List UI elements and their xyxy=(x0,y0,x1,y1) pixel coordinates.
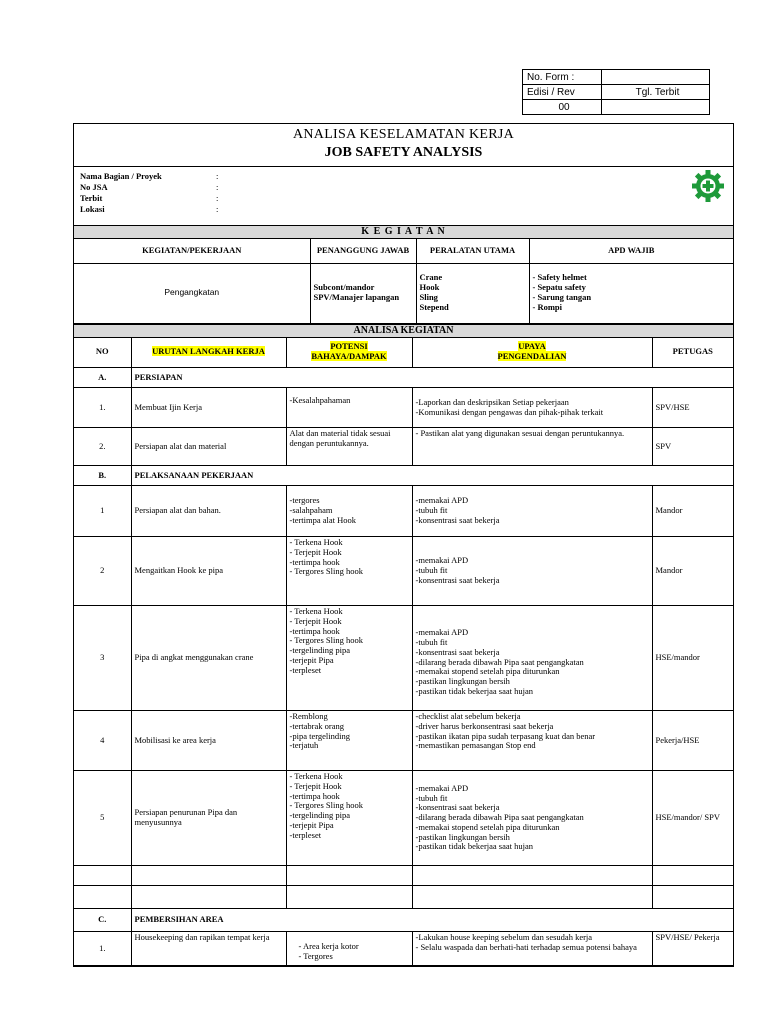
form-tgl-label: Tgl. Terbit xyxy=(602,85,710,100)
kegiatan-bar: K E G I A T A N xyxy=(74,226,733,239)
table-row: 1. Housekeeping dan rapikan tempat kerja - Area kerja kotor - Tergores -Lakukan house keeping sebelum dan sesudah kerja - Selalu waspada dan berhati-hati terhadap semua potensi bahaya SPV/HSE/ Pekerja xyxy=(74,932,733,966)
penanggung-header: PENANGGUNG JAWAB xyxy=(310,239,416,263)
info-row: No JSA : xyxy=(80,182,219,192)
section-no: B. xyxy=(74,466,131,486)
form-tgl-value xyxy=(602,100,710,115)
info-block xyxy=(74,167,733,226)
info-label: Lokasi xyxy=(80,204,105,214)
form-no-label: No. Form : xyxy=(523,70,602,85)
analisa-bar: ANALISA KEGIATAN xyxy=(74,324,733,338)
table-row: 4 Mobilisasi ke area kerja -Remblong -tertabrak orang -pipa tergelinding -terjatuh -checklist alat sebelum bekerja -driver harus berkonsentrasi saat bekerja -pastikan ikatan pipa sudah terpasang kuat dan benar -memastikan pemasangan Stop end Pekerja/HSE xyxy=(74,711,733,771)
info-row: Terbit : xyxy=(80,193,219,203)
form-no-value xyxy=(602,70,710,85)
k3-safety-gear-icon xyxy=(691,169,725,203)
info-row: Nama Bagian / Proyek : xyxy=(80,171,219,181)
urutan-header: URUTAN LANGKAH KERJA xyxy=(131,338,286,368)
document-header xyxy=(74,124,733,167)
section-no: A. xyxy=(74,368,131,388)
info-label: Terbit xyxy=(80,193,103,203)
info-label: Nama Bagian / Proyek xyxy=(80,171,162,181)
penanggung-value: Subcont/mandor SPV/Manajer lapangan xyxy=(310,263,416,323)
potensi-header: POTENSI BAHAYA/DAMPAK xyxy=(286,338,412,368)
form-number-box xyxy=(522,69,710,115)
apd-value: - Safety helmet - Sepatu safety - Sarung tangan - Rompi xyxy=(529,263,733,323)
table-row: 5 Persiapan penurunan Pipa dan menyusunnya - Terkena Hook - Terjepit Hook -tertimpa hook - Tergores Sling hook -tergelinding pipa -terjepit Pipa -terpleset -memakai APD -tubuh fit -konsentrasi saat bekerja -dilarang berada dibawah Pipa saat pengangkatan -memakai stopend setelah pipa diturunkan -pastikan lingkungan bersih -pastikan tidak bekerjaa saat hujan HSE/mandor/ SPV xyxy=(74,771,733,866)
petugas-header: PETUGAS xyxy=(652,338,733,368)
jsa-document xyxy=(73,123,734,967)
title-indonesian: ANALISA KESELAMATAN KERJA xyxy=(292,127,515,142)
table-row: 1 Persiapan alat dan bahan. -tergores -salahpaham -tertimpa alat Hook -memakai APD -tubuh fit -konsentrasi saat bekerja Mandor xyxy=(74,486,733,537)
table-row: 2. Persiapan alat dan material Alat dan material tidak sesuai dengan peruntukannya. - Pastikan alat yang digunakan sesuai dengan peruntukannya. SPV xyxy=(74,428,733,466)
section-title: PELAKSANAAN PEKERJAAN xyxy=(131,466,733,486)
analisa-table xyxy=(74,338,733,967)
table-row: 3 Pipa di angkat menggunakan crane - Terkena Hook - Terjepit Hook -tertimpa hook - Tergores Sling hook -tergelinding pipa -terjepit Pipa -terpleset -memakai APD -tubuh fit -konsentrasi saat bekerja -dilarang berada dibawah Pipa saat pengangkatan -memakai stopend setelah pipa diturunkan -pastikan lingkungan bersih -pastikan tidak bekerjaa saat hujan HSE/mandor xyxy=(74,606,733,711)
section-title: PEMBERSIHAN AREA xyxy=(131,909,733,932)
info-row: Lokasi : xyxy=(80,204,219,214)
form-edisi-label: Edisi / Rev xyxy=(523,85,602,100)
kegiatan-header: KEGIATAN/PEKERJAAN xyxy=(74,239,310,263)
no-header: NO xyxy=(74,338,131,368)
apd-header: APD WAJIB xyxy=(529,239,733,263)
empty-row xyxy=(74,886,733,909)
pekerjaan-value: Pengangkatan xyxy=(74,263,310,323)
peralatan-header: PERALATAN UTAMA xyxy=(416,239,529,263)
section-title: PERSIAPAN xyxy=(131,368,733,388)
info-label: No JSA xyxy=(80,182,108,192)
title-english: JOB SAFETY ANALYSIS xyxy=(324,145,483,160)
table-row: 2 Mengaitkan Hook ke pipa - Terkena Hook - Terjepit Hook -tertimpa hook - Tergores Sling hook -memakai APD -tubuh fit -konsentrasi saat bekerja Mandor xyxy=(74,537,733,606)
form-edisi-value: 00 xyxy=(523,100,602,115)
peralatan-value: Crane Hook Sling Stepend xyxy=(416,263,529,323)
empty-row xyxy=(74,866,733,886)
section-no: C. xyxy=(74,909,131,932)
kegiatan-table xyxy=(74,239,733,324)
table-row: 1. Membuat Ijin Kerja -Kesalahpahaman -Laporkan dan deskripsikan Setiap pekerjaan -Komunikasi dengan pengawas dan pihak-pihak terkait SPV/HSE xyxy=(74,388,733,428)
upaya-header: UPAYA PENGENDALIAN xyxy=(412,338,652,368)
